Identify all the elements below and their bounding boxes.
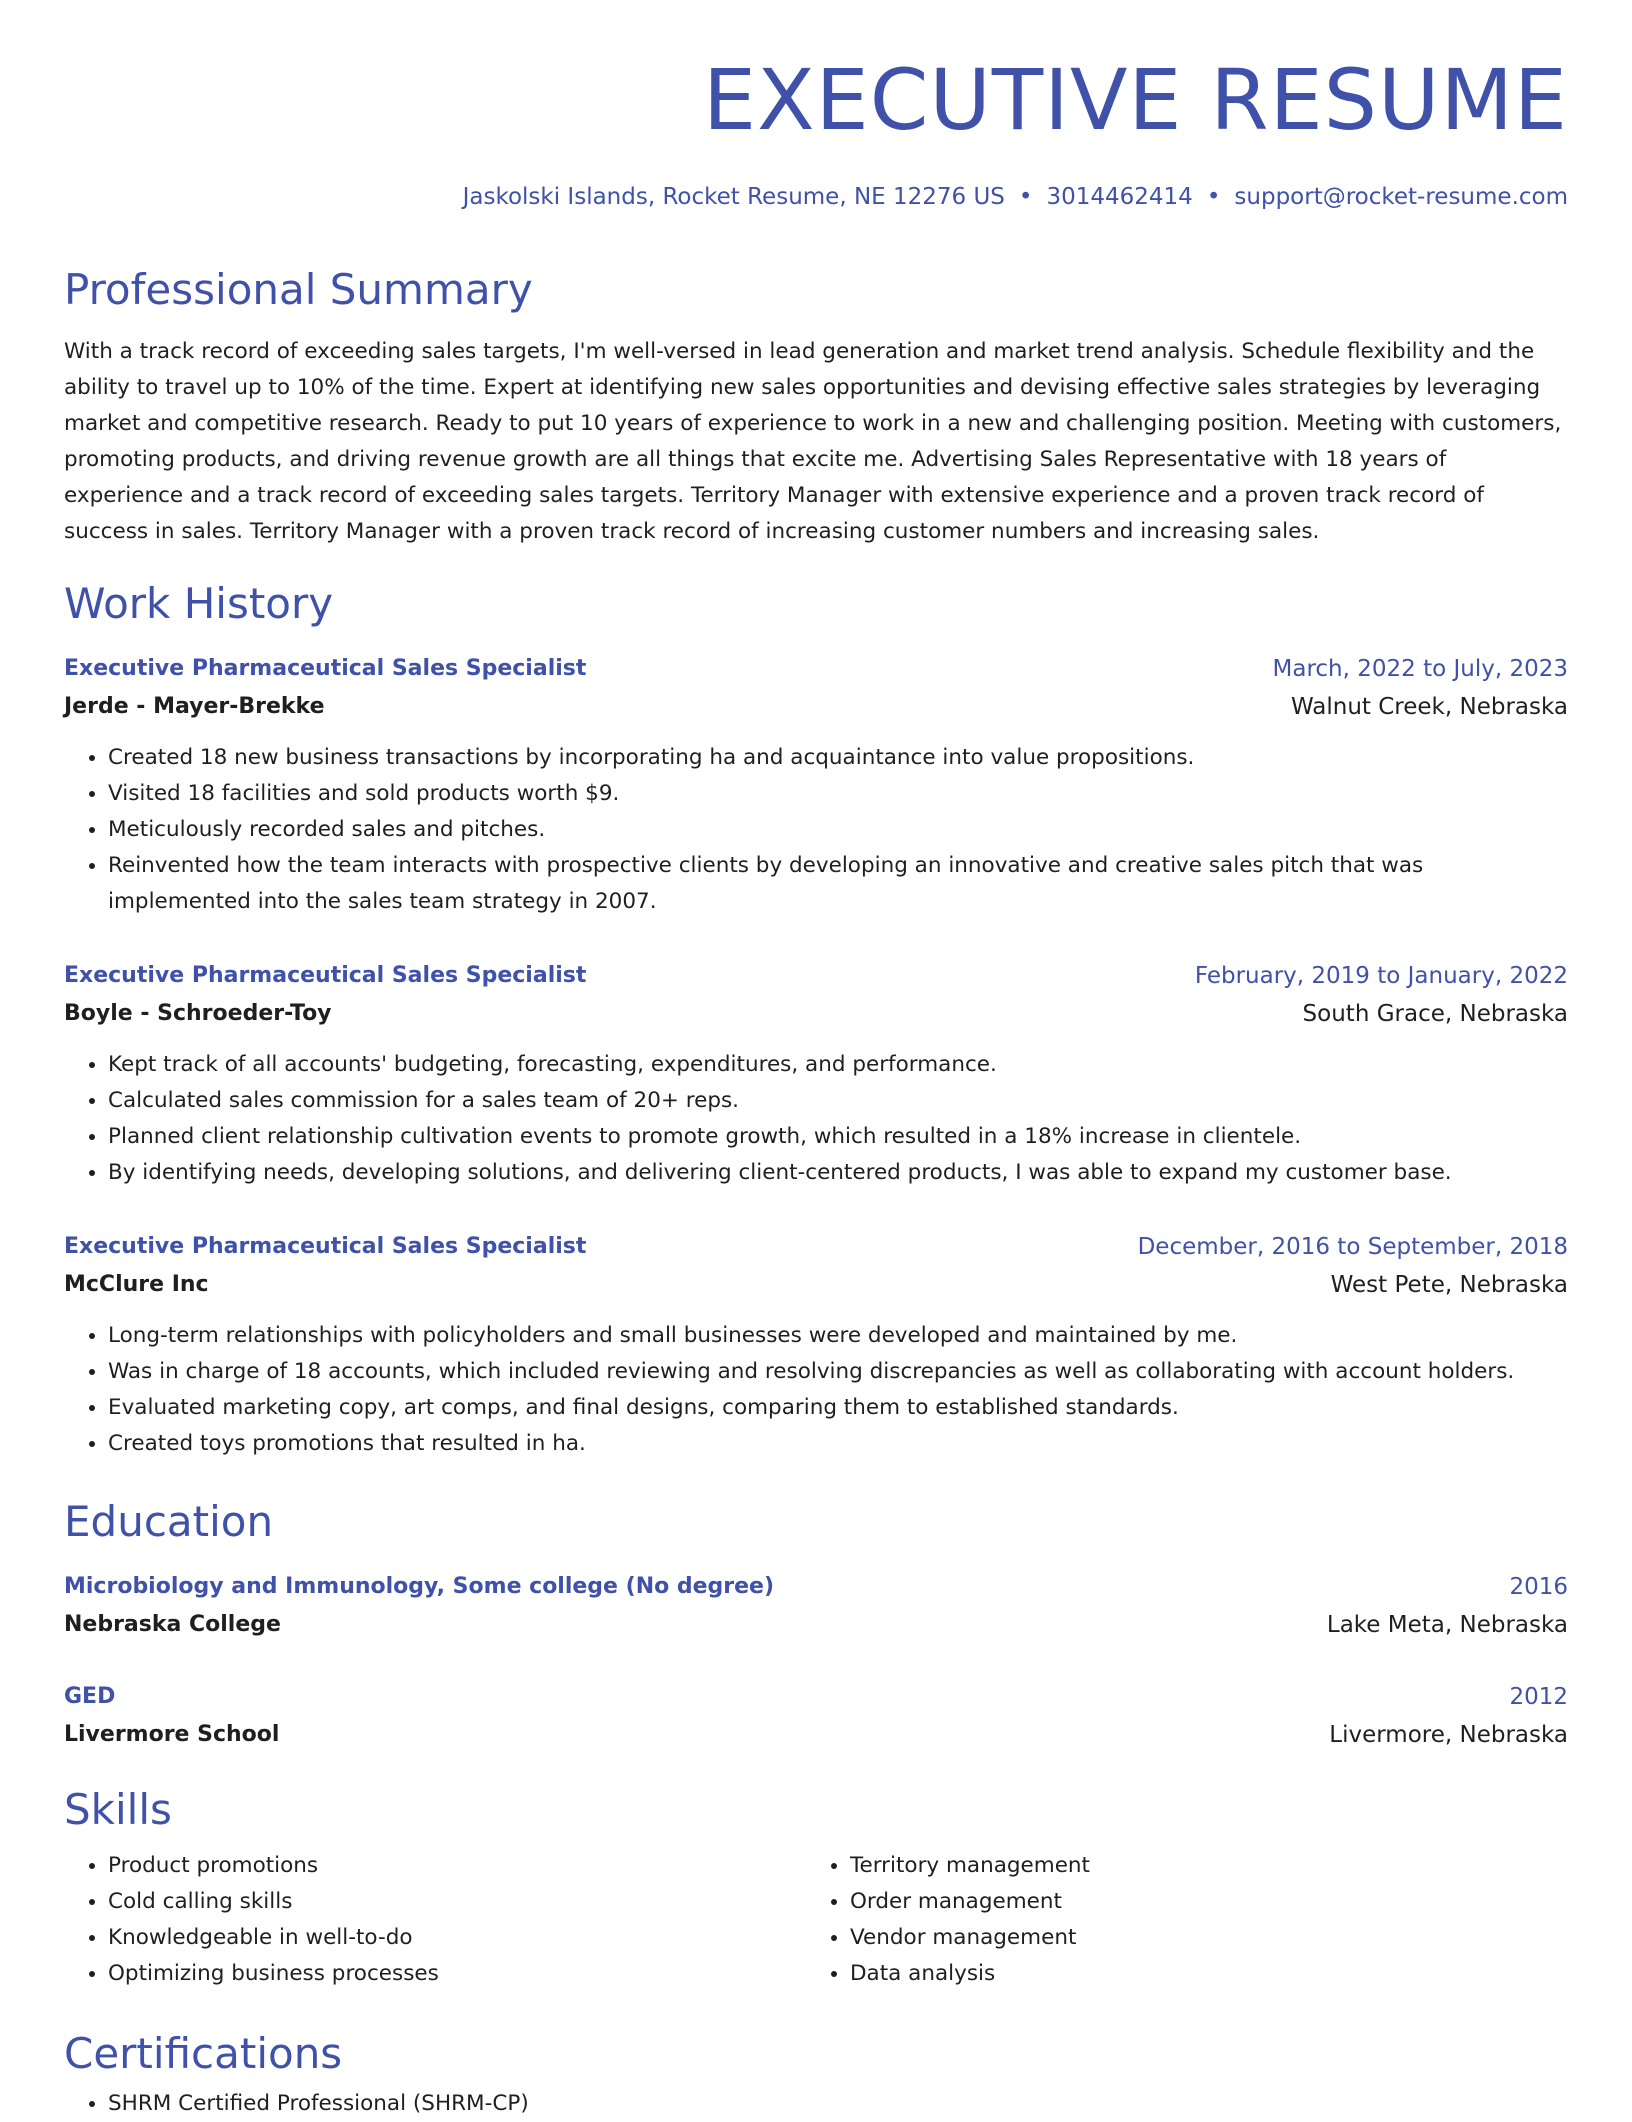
summary-heading: Professional Summary [64, 265, 533, 314]
skill-item: • Vendor management [850, 1920, 1506, 1956]
job-dates: December, 2016 to September, 2018 [1137, 1234, 1568, 1260]
job-bullets [64, 1047, 1568, 1191]
skill-item: • Cold calling skills [108, 1884, 764, 1920]
job-dates: March, 2022 to July, 2023 [1272, 656, 1568, 682]
job-dates: February, 2019 to January, 2022 [1194, 963, 1568, 989]
degree: Microbiology and Immunology, Some college (No degree) [64, 1574, 775, 1599]
certifications-block [64, 2086, 1568, 2122]
job-company-row [64, 688, 1568, 726]
job-company-row [64, 995, 1568, 1033]
graduation-year: 2016 [1509, 1574, 1568, 1600]
skills-heading: Skills [64, 1785, 172, 1834]
school-name: Nebraska College [64, 1612, 281, 1637]
education-entry [64, 1678, 1568, 1754]
education-header-row [64, 1568, 1568, 1606]
email-link[interactable]: support@rocket-resume.com [1234, 184, 1568, 210]
school-location: Lake Meta, Nebraska [1326, 1612, 1568, 1638]
company-name: McClure Inc [64, 1272, 209, 1297]
degree: GED [64, 1684, 116, 1709]
job-title: Executive Pharmaceutical Sales Specialist [64, 656, 587, 681]
education-school-row [64, 1606, 1568, 1644]
separator-dot: • [1206, 184, 1221, 210]
job-location: West Pete, Nebraska [1330, 1272, 1568, 1298]
job-bullet: • Calculated sales commission for a sales team of 20+ reps. [108, 1083, 1568, 1119]
job-bullet: • Planned client relationship cultivation events to promote growth, which resulted in a 18% increase in clientele. [108, 1119, 1568, 1155]
skill-item: • Order management [850, 1884, 1506, 1920]
summary-text: With a track record of exceeding sales targets, I'm well-versed in lead generation and market trend analysis. Schedule flexibility and the ability to travel up to 10% of the time. Expert at identifying new sales opportunities and devising effective sales strategies by leveraging market and competitive research. Ready to put 10 years of experience to work in a new and challenging position. Meeting with customers, promoting products, and driving revenue growth are all things that excite me. Advertising Sales Representative with 18 years of experience and a track record of exceeding sales targets. Territory Manager with extensive experience and a proven track record of success in sales. Territory Manager with a proven track record of increasing customer numbers and increasing sales. [64, 339, 1562, 544]
job-bullet: • By identifying needs, developing solutions, and delivering client-centered products, I was able to expand my customer base. [108, 1155, 1568, 1191]
job-entry [64, 1228, 1568, 1462]
job-bullets [64, 740, 1568, 920]
phone: 3014462414 [1046, 184, 1193, 210]
job-bullet: • Kept track of all accounts' budgeting, forecasting, expenditures, and performance. [108, 1047, 1568, 1083]
job-entry [64, 957, 1568, 1191]
certifications-heading: Certifications [64, 2029, 343, 2078]
skills-list [64, 1848, 764, 1992]
skills-column-left [64, 1848, 764, 1992]
education-heading: Education [64, 1497, 274, 1546]
job-bullet: • Meticulously recorded sales and pitches. [108, 812, 1568, 848]
separator-dot: • [1018, 184, 1033, 210]
skills-list [806, 1848, 1506, 1992]
job-bullets [64, 1318, 1568, 1462]
contact-line [463, 180, 1568, 214]
job-bullet: • Evaluated marketing copy, art comps, and final designs, comparing them to established standards. [108, 1390, 1568, 1426]
job-bullet: • Reinvented how the team interacts with prospective clients by developing an innovative and creative sales pitch that was implemented into the sales team strategy in 2007. [108, 848, 1568, 920]
job-location: South Grace, Nebraska [1302, 1001, 1568, 1027]
job-entry [64, 650, 1568, 920]
school-location: Livermore, Nebraska [1329, 1722, 1568, 1748]
company-name: Boyle - Schroeder-Toy [64, 1001, 332, 1026]
job-location: Walnut Creek, Nebraska [1291, 694, 1568, 720]
job-company-row [64, 1266, 1568, 1304]
education-header-row [64, 1678, 1568, 1716]
job-bullet: • Created 18 new business transactions by incorporating ha and acquaintance into value propositions. [108, 740, 1568, 776]
job-title: Executive Pharmaceutical Sales Specialist [64, 1234, 587, 1259]
graduation-year: 2012 [1509, 1684, 1568, 1710]
job-bullet: • Long-term relationships with policyholders and small businesses were developed and maintained by me. [108, 1318, 1568, 1354]
skill-item: • Product promotions [108, 1848, 764, 1884]
job-bullet: • Visited 18 facilities and sold products worth $9. [108, 776, 1568, 812]
job-title: Executive Pharmaceutical Sales Specialist [64, 963, 587, 988]
job-bullet: • Created toys promotions that resulted in ha. [108, 1426, 1568, 1462]
job-header-row [64, 1228, 1568, 1266]
certifications-list [64, 2086, 1568, 2122]
skills-column-right [806, 1848, 1506, 1992]
education-school-row [64, 1716, 1568, 1754]
company-name: Jerde - Mayer-Brekke [64, 694, 325, 719]
school-name: Livermore School [64, 1722, 280, 1747]
skill-item: • Optimizing business processes [108, 1956, 764, 1992]
education-entry [64, 1568, 1568, 1644]
skill-item: • Knowledgeable in well-to-do [108, 1920, 764, 1956]
job-header-row [64, 650, 1568, 688]
certification-item: • SHRM Certified Professional (SHRM-CP) [108, 2086, 1568, 2122]
job-header-row [64, 957, 1568, 995]
skill-item: • Data analysis [850, 1956, 1506, 1992]
address: Jaskolski Islands, Rocket Resume, NE 12276 US [462, 184, 1005, 210]
resume-title: EXECUTIVE RESUME [703, 51, 1568, 149]
work-history-heading: Work History [64, 579, 334, 628]
job-bullet: • Was in charge of 18 accounts, which included reviewing and resolving discrepancies as well as collaborating with account holders. [108, 1354, 1568, 1390]
skill-item: • Territory management [850, 1848, 1506, 1884]
